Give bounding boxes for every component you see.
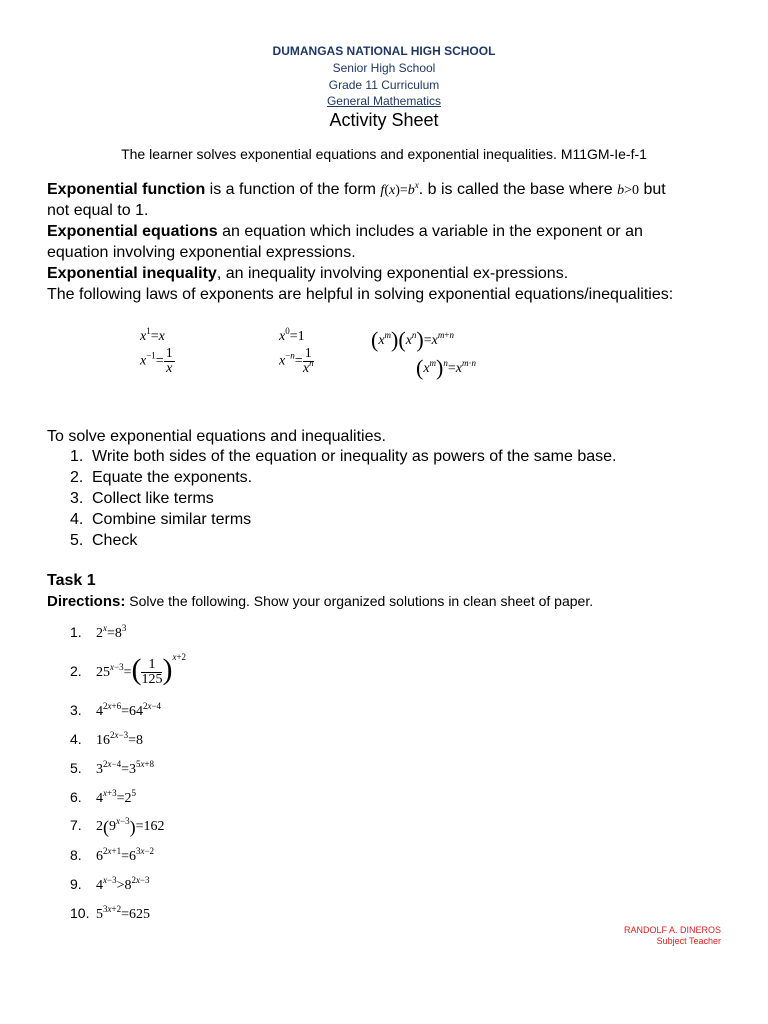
list-item: 3. Collect like terms — [70, 490, 214, 507]
definition-inequality: Exponential inequality, an inequality involving exponential ex-pressions. — [47, 265, 569, 282]
formula-b-positive: b>0 — [617, 183, 640, 198]
formula-fx: $f(x)=b^x$ — [380, 180, 419, 198]
laws-intro: The following laws of exponents are helpful in solving exponential equations/inequalities: — [47, 286, 674, 303]
task-title: Task 1 — [47, 572, 96, 589]
problem-2: 2. $25^{x-3}=$( $\frac{1}{125}$ )$^{x+2}$ — [70, 652, 187, 688]
term-function: Exponential function — [47, 181, 206, 198]
list-item: 4. Combine similar terms — [70, 511, 252, 528]
subject-link[interactable]: General Mathematics — [326, 94, 442, 108]
list-item: 1. Write both sides of the equation or inequality as powers of the same base. — [70, 448, 617, 465]
problem-7: 7. $2(9^{x-3})=162$ — [70, 816, 165, 837]
problem-9: 9. $4^{x-3}>8^{2x-3}$ — [70, 875, 150, 893]
problem-10: 10. $5^{3x+2}=625$ — [70, 904, 150, 922]
steps-list — [70, 446, 616, 551]
list-item: 5. Check — [70, 532, 138, 549]
law-power-one: $x^1=x$ — [140, 326, 165, 344]
school-name: DUMANGAS NATIONAL HIGH SCHOOL — [272, 44, 496, 58]
law-negative-n: $x^{-n}=$ $\frac{1}{x^n}$ — [279, 346, 314, 376]
page-title: Activity Sheet — [329, 110, 439, 130]
teacher-name: RANDOLF A. DINEROS — [623, 925, 721, 935]
term-equations: Exponential equations — [47, 223, 218, 240]
problem-8: 8. $6^{2x+1}=6^{3x-2}$ — [70, 846, 155, 864]
problem-1: 1. $2^x=8^3$ — [70, 623, 127, 641]
steps-intro: To solve exponential equations and inequalities. — [47, 428, 386, 445]
law-power-of-power: $(x^m)^n=x^{m\cdot n}$ — [416, 355, 476, 380]
definition-function-cont: not equal to 1. — [47, 202, 149, 219]
definition-equations: Exponential equations an equation which includes a variable in the exponent or an — [47, 223, 643, 240]
school-level: Senior High School — [332, 61, 436, 75]
problem-4: 4. $16^{2x-3}=8$ — [70, 730, 143, 748]
learning-competency: The learner solves exponential equations and exponential inequalities. M11GM-Ie-f-1 — [121, 146, 647, 162]
term-inequality: Exponential inequality — [47, 265, 217, 282]
list-item: 2. Equate the exponents. — [70, 469, 253, 486]
problem-6: 6. $4^{x+3}=2^5$ — [70, 788, 136, 806]
directions: Directions: Solve the following. Show your organized solutions in clean sheet of paper. — [47, 593, 594, 610]
problem-5: 5. $3^{2x-4}=3^{5x+8}$ — [70, 759, 155, 777]
teacher-role: Subject Teacher — [656, 936, 721, 946]
directions-label: Directions: — [47, 593, 126, 610]
law-product: $(x^m)(x^n)=x^{m+n}$ — [371, 327, 454, 352]
law-power-zero: $x^0=1$ — [279, 326, 305, 344]
curriculum: Grade 11 Curriculum — [328, 78, 440, 92]
definition-function: Exponential function is a function of the form $f(x)=b^x$. b is called the base where b>0 but — [47, 180, 666, 198]
law-negative-one: $x^{-1}=$ $\frac{1}{x}$ — [140, 346, 173, 376]
definition-equations-cont: equation involving exponential expressions. — [47, 244, 356, 261]
problem-3: 3. $4^{2x+6}=64^{2x-4}$ — [70, 701, 162, 719]
